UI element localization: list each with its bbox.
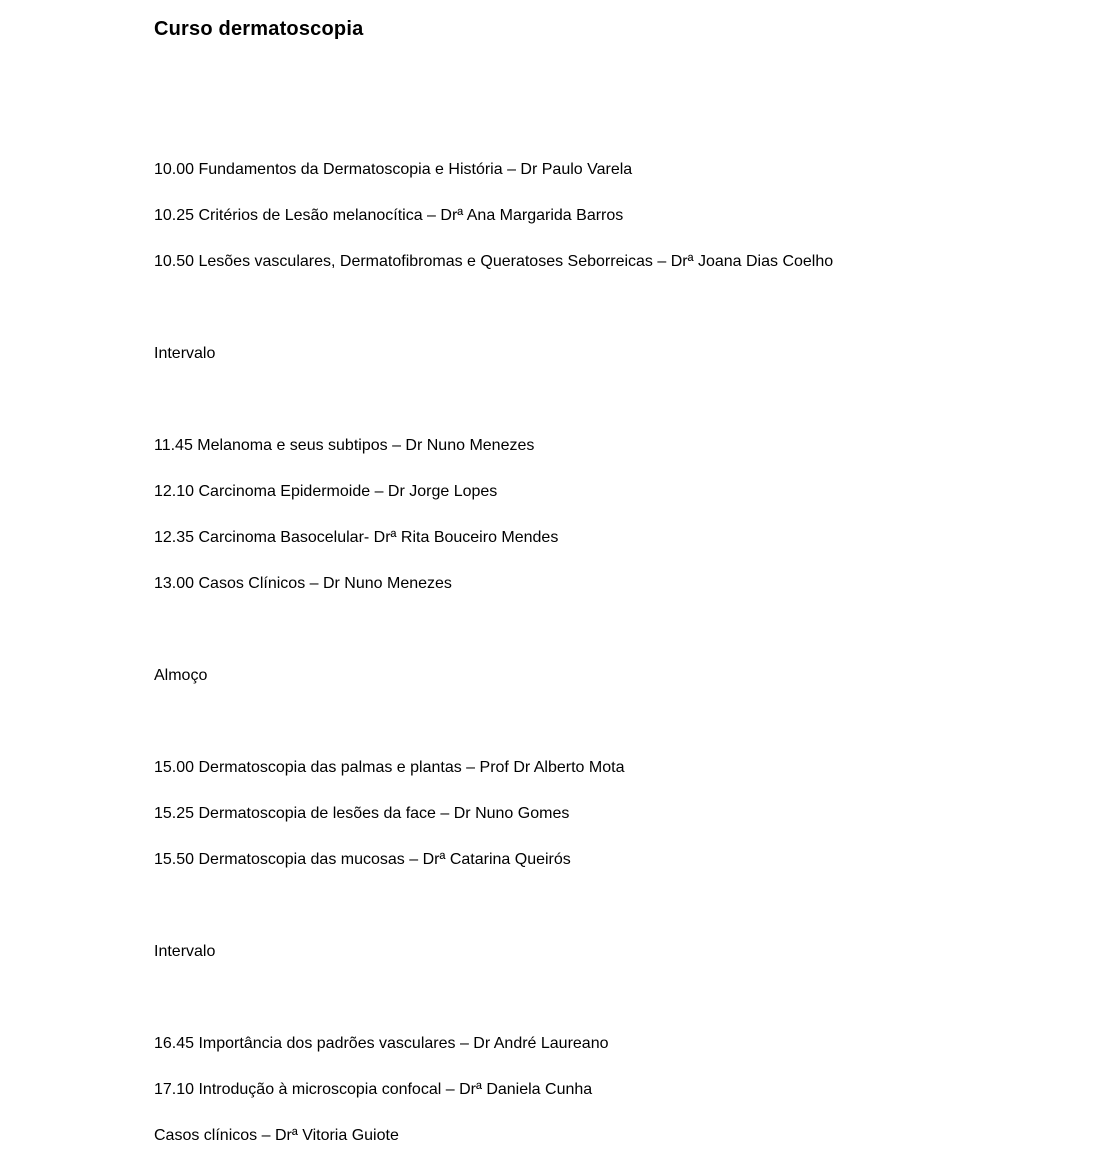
section-label-lunch: Almoço (154, 667, 208, 684)
schedule-item: 15.25 Dermatoscopia de lesões da face – Dr Nuno Gomes (154, 805, 570, 822)
schedule-item: 11.45 Melanoma e seus subtipos – Dr Nuno Menezes (154, 437, 535, 454)
schedule-item: 10.25 Critérios de Lesão melanocítica – Drª Ana Margarida Barros (154, 207, 624, 224)
section-label-break: Intervalo (154, 345, 216, 362)
schedule-item: 16.45 Importância dos padrões vasculares – Dr André Laureano (154, 1035, 609, 1052)
schedule-item: 13.00 Casos Clínicos – Dr Nuno Menezes (154, 575, 452, 592)
schedule-item: 10.00 Fundamentos da Dermatoscopia e História – Dr Paulo Varela (154, 161, 633, 178)
schedule-item: 12.10 Carcinoma Epidermoide – Dr Jorge Lopes (154, 483, 498, 500)
section-label-break: Intervalo (154, 943, 216, 960)
schedule-item: Casos clínicos – Drª Vitoria Guiote (154, 1127, 399, 1144)
schedule-item: 15.00 Dermatoscopia das palmas e plantas – Prof Dr Alberto Mota (154, 759, 625, 776)
schedule-item: 10.50 Lesões vasculares, Dermatofibromas e Queratoses Seborreicas – Drª Joana Dias Coelho (154, 253, 834, 270)
page-title: Curso dermatoscopia (154, 18, 364, 40)
schedule-item: 12.35 Carcinoma Basocelular- Drª Rita Bouceiro Mendes (154, 529, 559, 546)
schedule-item: 17.10 Introdução à microscopia confocal – Drª Daniela Cunha (154, 1081, 593, 1098)
schedule-item: 15.50 Dermatoscopia das mucosas – Drª Catarina Queirós (154, 851, 571, 868)
